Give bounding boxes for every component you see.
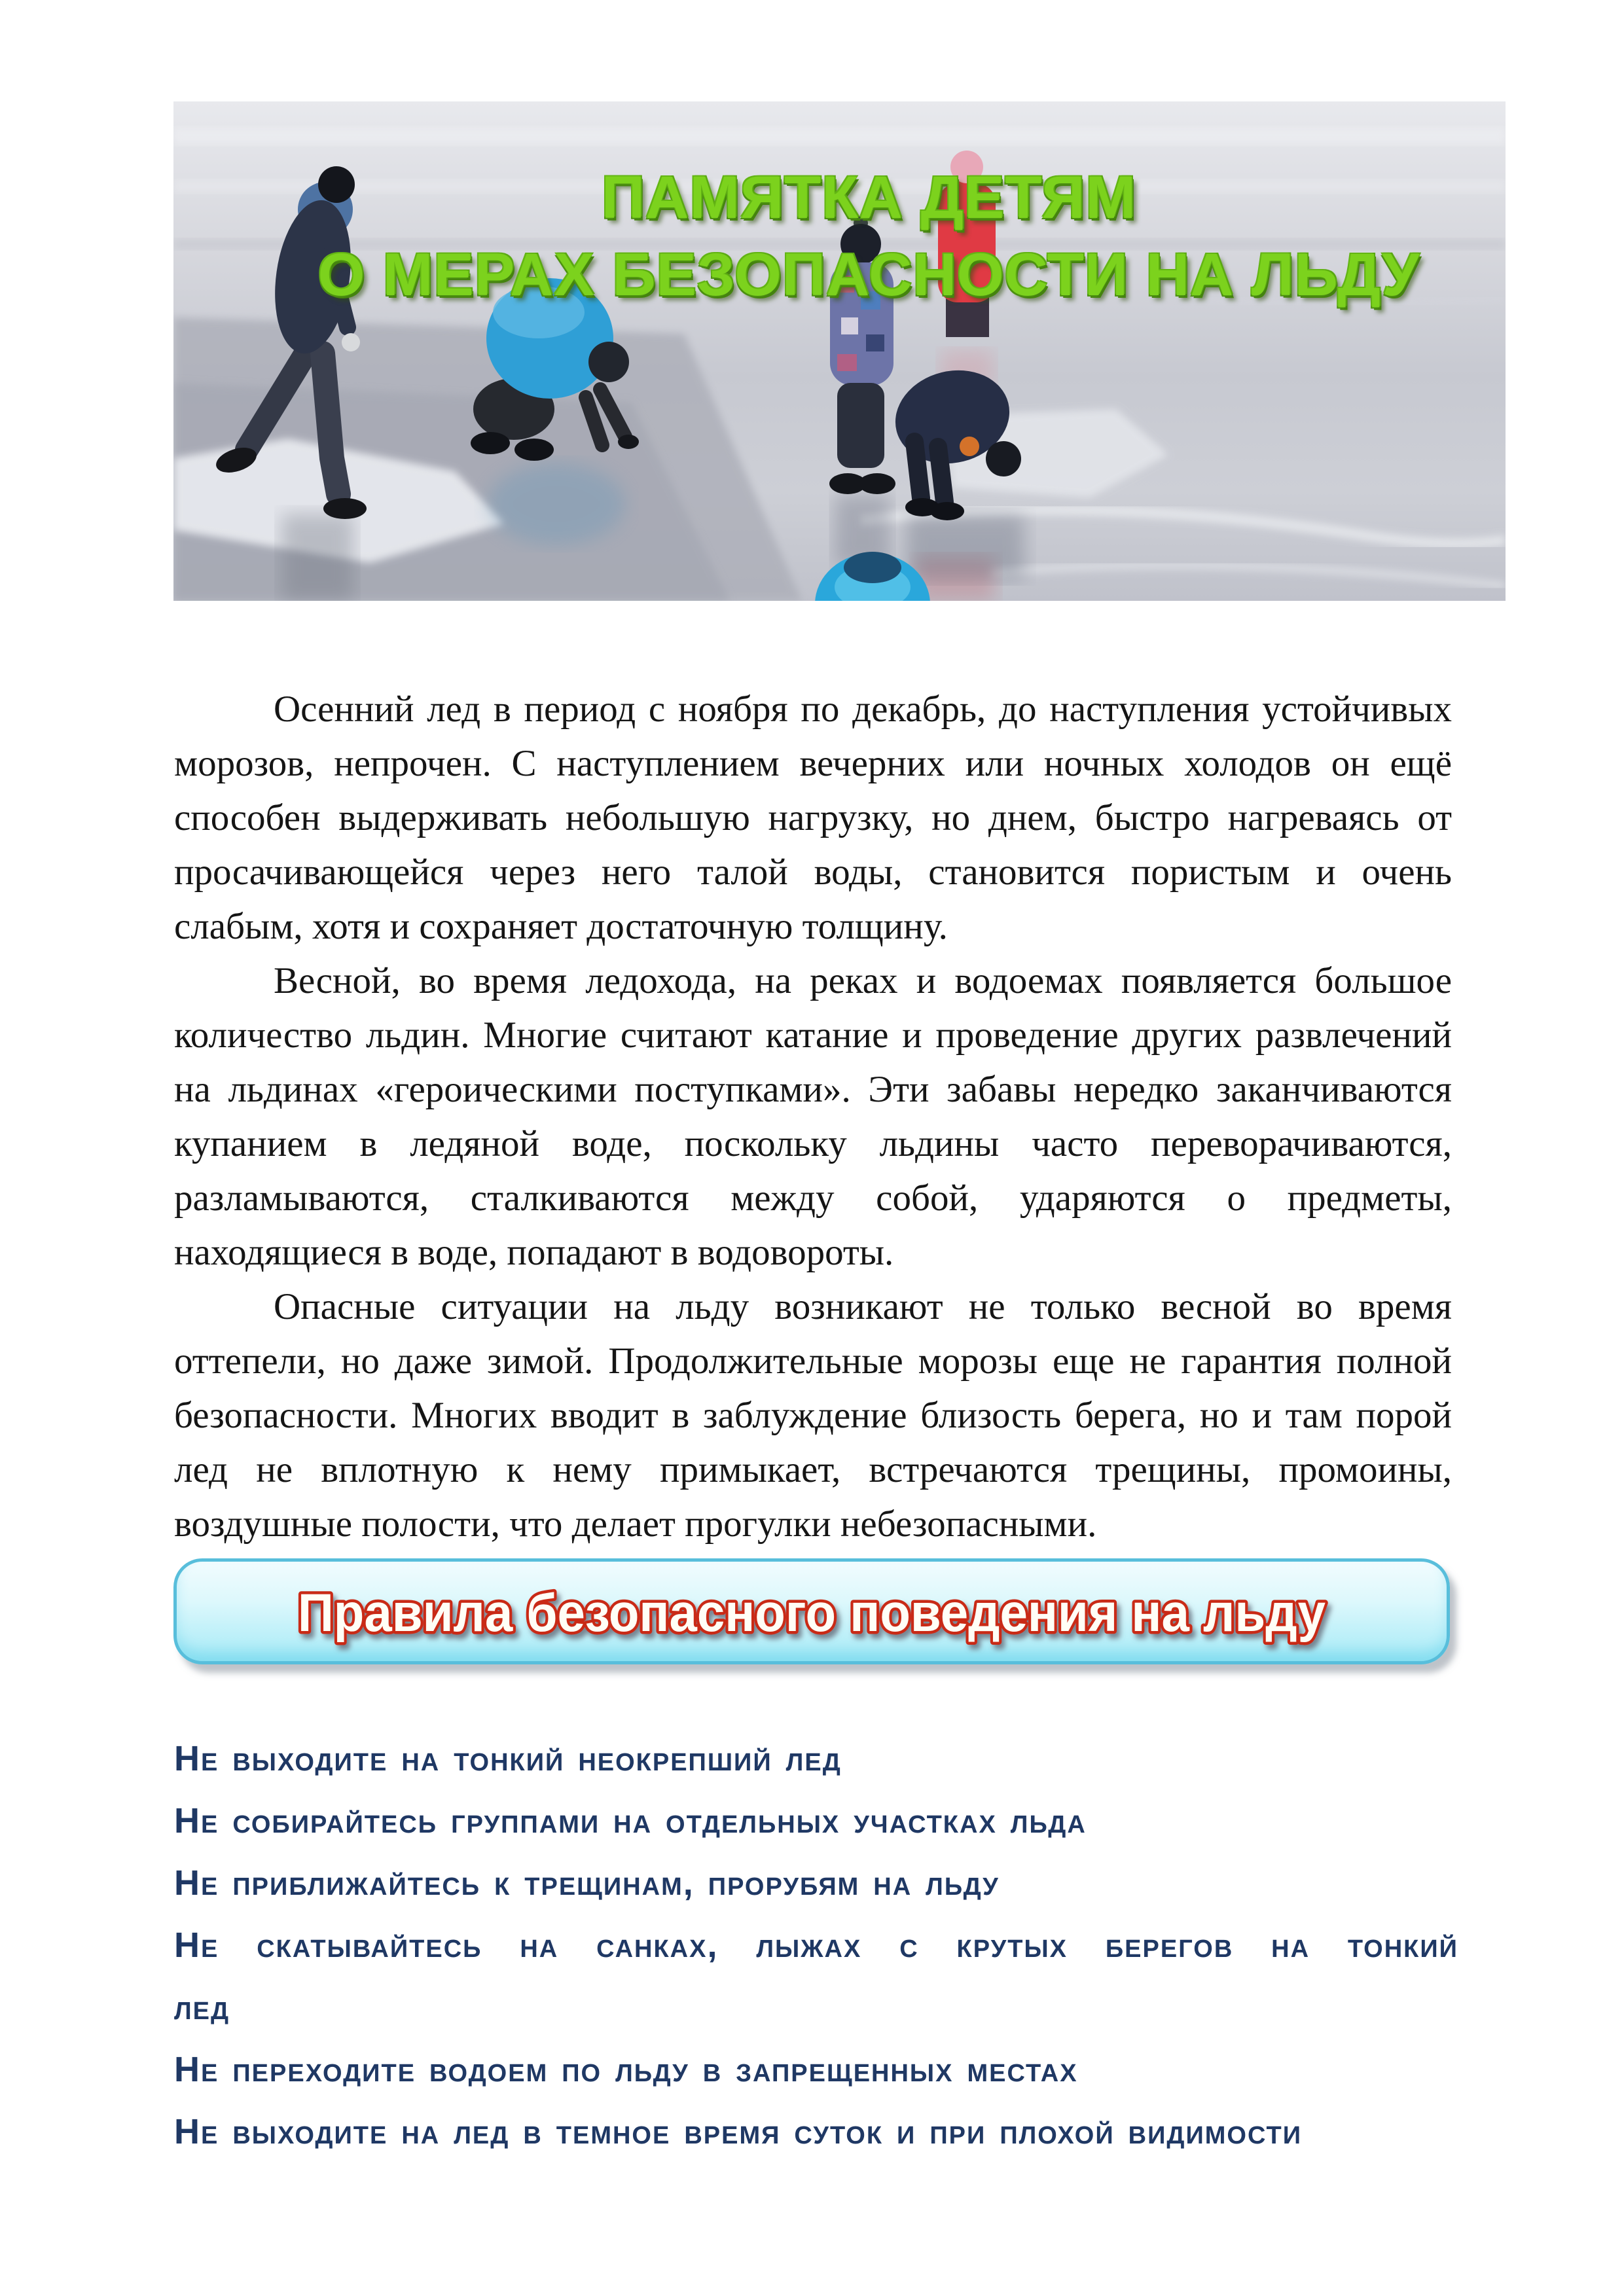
hero-title-line2: О МЕРАХ БЕЗОПАСНОСТИ НА ЛЬДУ [317,242,1420,308]
rules-list [174,1728,1458,2163]
rule-text: Не скатывайтесь на санках, лыжах с крутых берегов на тонкий [174,1926,1458,1965]
rules-banner-text-art [177,1562,1447,1661]
list-item [174,1852,1458,1914]
children-on-ice-photo [173,101,1506,601]
rule-text-continued: лед [174,1988,230,2027]
list-item [174,1790,1458,1852]
rule-text: Не собирайтесь группами на отдельных участках льда [174,1801,1087,1840]
rule-text: Не выходите на тонкий неокрепший лед [174,1739,842,1778]
list-item [174,1914,1458,2039]
rule-text: Не переходите водоем по льду в запрещенных местах [174,2050,1078,2089]
banner-title: Правила безопасного поведения на льду [298,1583,1326,1643]
hero-title-line1: ПАМЯТКА ДЕТЯМ [601,164,1137,231]
article-text [174,682,1452,1551]
paragraph-danger-ice: Опасные ситуации на льду возникают не только весной во время оттепели, но даже зимой. Продолжительные морозы еще не гарантия полной безопасности. Многих вводит в заблуждение близость берега, но и там порой лед не вплотную к нему примыкает, встречаются трещины, промоины, воздушные полости, что делает прогулки небезопасными. [174,1286,1452,1545]
list-item [174,1728,1458,1790]
rule-text: Не приближайтесь к трещинам, прорубям на льду [174,1863,1000,1903]
hero-title [203,159,1506,314]
paragraph-autumn-ice: Осенний лед в период с ноября по декабрь, до наступления устойчивых морозов, непрочен. С наступлением вечерних или ночных холодов он ещё способен выдерживать небольшую нагрузку, но днем, быстро нагреваясь от просачивающейся через него талой воды, становится пористым и очень слабым, хотя и сохраняет достаточную толщину. [174,689,1452,947]
paragraph-spring-ice: Весной, во время ледохода, на реках и водоемах появляется большое количество льдин. Многие считают катание и проведение других развлечений на льдинах «героическими поступками». Эти забавы нередко заканчиваются купанием в ледяной воде, поскольку льдины часто переворачиваются, разламываются, сталкиваются между собой, ударяются о предметы, находящиеся в воде, попадают в водовороты. [174,960,1452,1273]
list-item [174,2101,1458,2163]
list-item [174,2039,1458,2101]
rule-text: Не выходите на лед в темное время суток и при плохой видимости [174,2112,1303,2151]
rules-banner [173,1558,1450,1664]
